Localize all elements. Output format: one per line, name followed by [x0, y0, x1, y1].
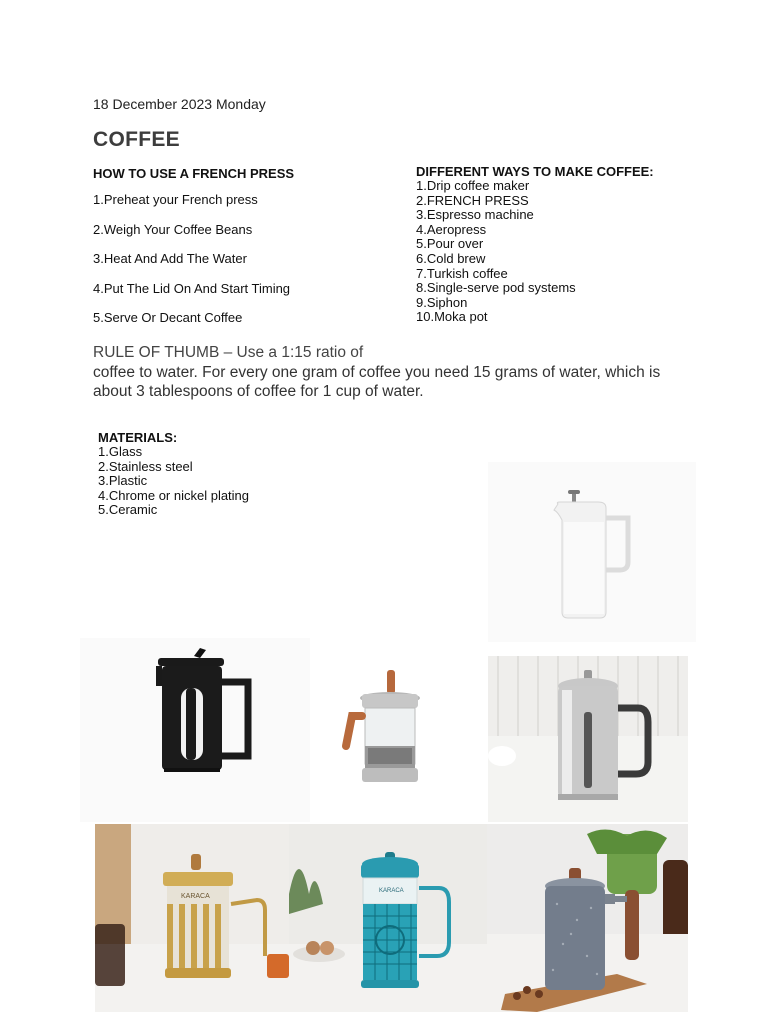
list-item: 4.Aeropress: [416, 221, 487, 237]
list-item: 7.Turkish coffee: [416, 265, 508, 281]
white-ceramic-press-photo: [488, 462, 696, 642]
list-item: 5.Pour over: [416, 236, 484, 252]
list-item: 2.FRENCH PRESS: [416, 192, 529, 208]
karaca-logo: KARACA: [181, 893, 210, 900]
how-to-section: [93, 166, 403, 341]
list-item: 10.Moka pot: [416, 309, 488, 325]
rule-of-thumb: [93, 343, 693, 402]
list-item: 2.Stainless steel: [98, 458, 193, 474]
gold-press-photo: [95, 824, 289, 1012]
teal-press-photo: [289, 824, 487, 1012]
ways-heading: DIFFERENT WAYS TO MAKE COFFEE:: [416, 164, 654, 179]
list-item: 3.Espresso machine: [416, 207, 534, 223]
list-item: 5.Ceramic: [98, 502, 158, 518]
black-plastic-press-photo: [80, 608, 310, 822]
materials-section: [98, 430, 358, 518]
list-item: 1.Preheat your French press: [93, 192, 258, 207]
materials-list: [98, 445, 358, 518]
list-item: 1.Glass: [98, 444, 143, 459]
list-item: 9.Siphon: [416, 294, 468, 310]
materials-heading: MATERIALS:: [98, 430, 178, 445]
page-title: COFFEE: [93, 128, 180, 151]
rule-line-2: coffee to water. For every one gram of coffee you need 15 grams of water, which is about 3 tablespoons of coffee for 1 cup of water.: [93, 363, 661, 401]
karaca-logo: KARACA: [379, 888, 404, 894]
list-item: 2.Weigh Your Coffee Beans: [93, 221, 253, 237]
granite-press-photo: [487, 824, 688, 1012]
list-item: 3.Plastic: [98, 473, 148, 489]
list-item: 4.Put The Lid On And Start Timing: [93, 280, 291, 296]
list-item: 4.Chrome or nickel plating: [98, 487, 250, 503]
how-to-steps: [93, 193, 403, 341]
list-item: 3.Heat And Add The Water: [93, 251, 247, 266]
list-item: 1.Drip coffee maker: [416, 178, 530, 193]
how-to-heading: HOW TO USE A FRENCH PRESS: [93, 166, 295, 181]
glass-wood-handle-press-photo: [310, 636, 488, 822]
date: 18 December 2023 Monday: [93, 96, 266, 112]
list-item: 6.Cold brew: [416, 250, 486, 266]
ways-list: [416, 179, 716, 325]
ways-section: [416, 164, 716, 325]
list-item: 5.Serve Or Decant Coffee: [93, 310, 243, 325]
steel-press-photo: [488, 656, 688, 822]
rule-line-1: RULE OF THUMB – Use a 1:15 ratio of: [93, 344, 364, 361]
list-item: 8.Single-serve pod systems: [416, 280, 576, 296]
